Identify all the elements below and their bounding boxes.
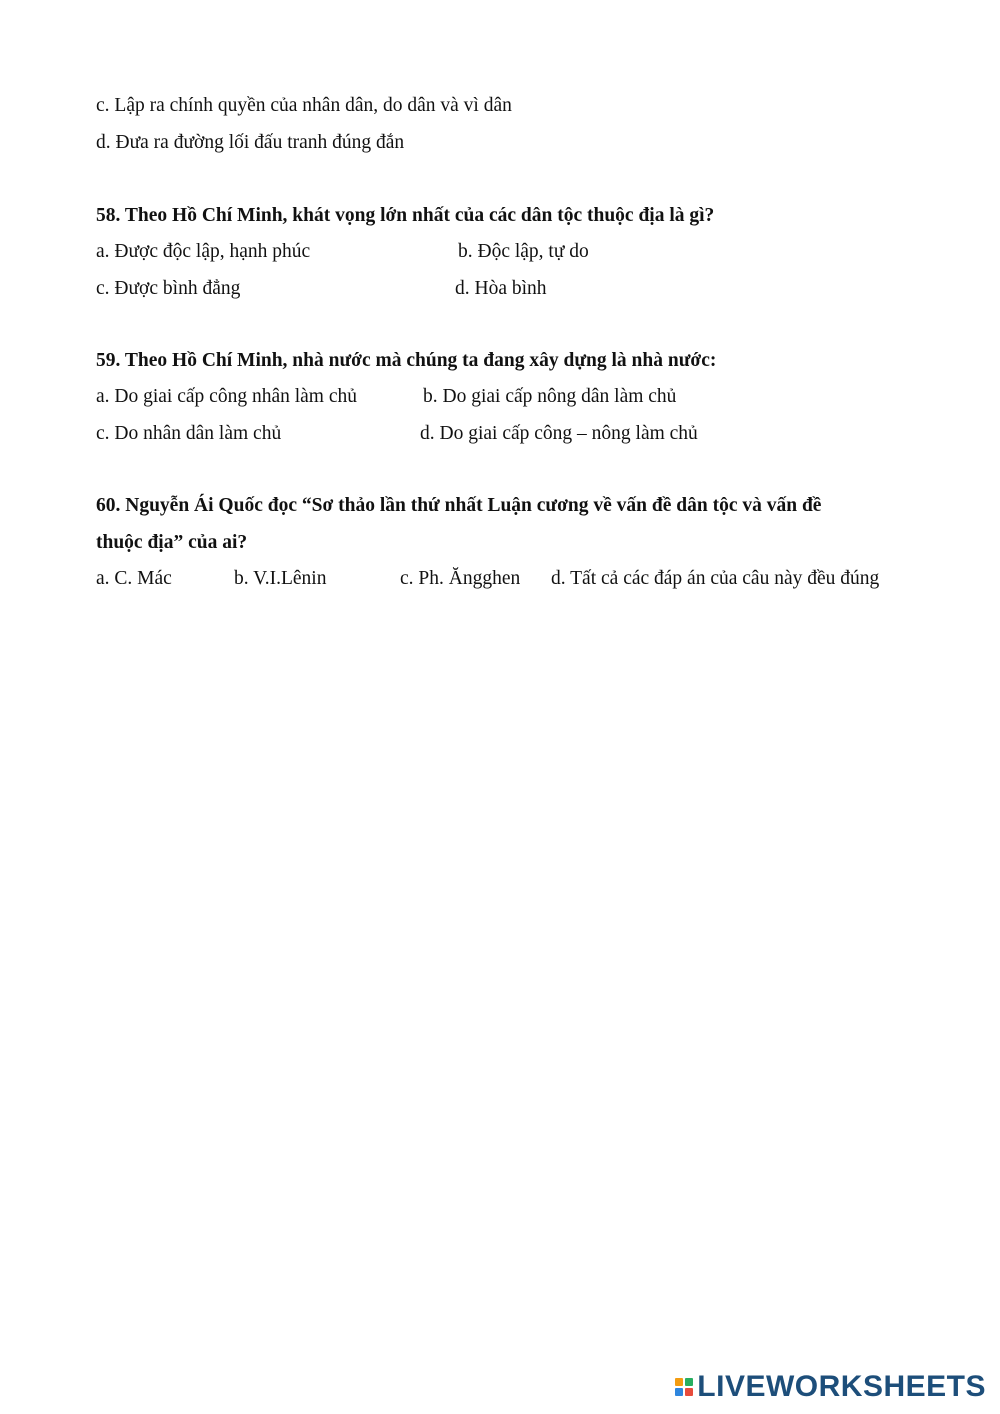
q59-option-a[interactable]: a. Do giai cấp công nhân làm chủ (96, 386, 357, 407)
liveworksheets-logo-icon (675, 1378, 693, 1396)
q59-option-b[interactable]: b. Do giai cấp nông dân làm chủ (423, 386, 677, 407)
prev-option-c: c. Lập ra chính quyền của nhân dân, do dân và vì dân (96, 95, 512, 116)
liveworksheets-logo-text: LIVEWORKSHEETS (697, 1370, 986, 1403)
liveworksheets-logo (675, 1370, 986, 1404)
q58-option-b[interactable]: b. Độc lập, tự do (458, 241, 589, 262)
q58-option-a[interactable]: a. Được độc lập, hạnh phúc (96, 241, 311, 262)
q58-option-c[interactable]: c. Được bình đẳng (96, 278, 241, 299)
question-59: 59. Theo Hồ Chí Minh, nhà nước mà chúng ta đang xây dựng là nhà nước: (96, 350, 717, 371)
question-60-line1: 60. Nguyễn Ái Quốc đọc “Sơ thảo lần thứ nhất Luận cương về vấn đề dân tộc và vấn đề (96, 495, 822, 516)
q58-option-d[interactable]: d. Hòa bình (455, 278, 547, 299)
q60-option-b[interactable]: b. V.I.Lênin (234, 568, 327, 589)
question-60-line2: thuộc địa” của ai? (96, 532, 248, 553)
q60-option-a[interactable]: a. C. Mác (96, 568, 172, 589)
prev-option-d: d. Đưa ra đường lối đấu tranh đúng đắn (96, 132, 405, 153)
q60-option-d[interactable]: d. Tất cả các đáp án của câu này đều đúng (551, 568, 880, 589)
q60-option-c[interactable]: c. Ph. Ăngghen (400, 568, 521, 589)
question-58: 58. Theo Hồ Chí Minh, khát vọng lớn nhất của các dân tộc thuộc địa là gì? (96, 205, 715, 226)
q59-option-c[interactable]: c. Do nhân dân làm chủ (96, 423, 282, 444)
q59-option-d[interactable]: d. Do giai cấp công – nông làm chủ (420, 423, 698, 444)
